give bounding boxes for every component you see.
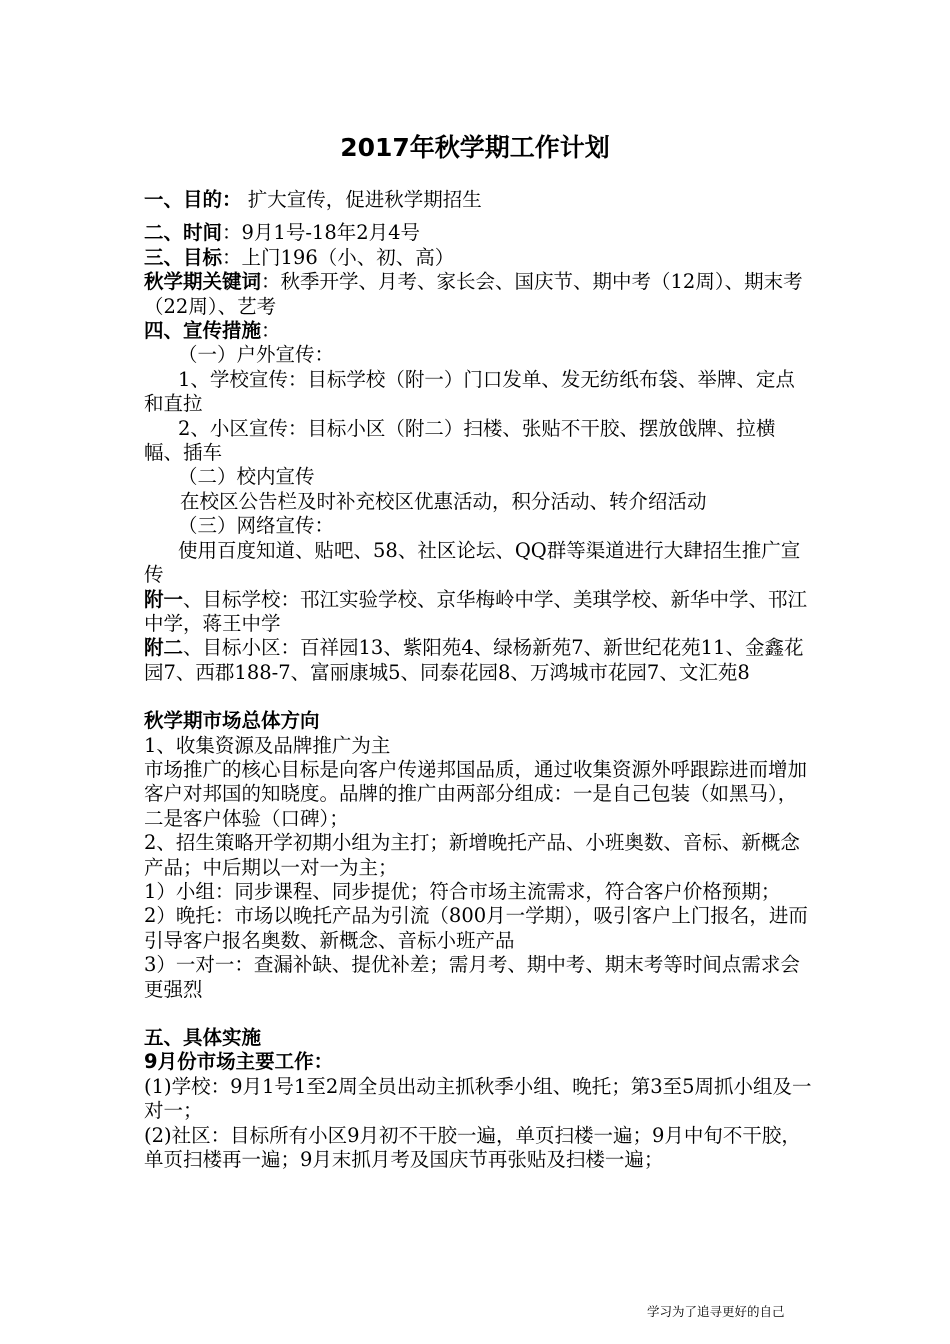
appendix-two-text: 、目标小区：百祥园13、紫阳苑4、绿杨新苑7、新世纪花苑11、金鑫花园7、西郡188-7、富丽康城5、同泰花园8、万鸿城市花园7、文汇苑8 — [144, 636, 804, 684]
appendix-one-label: 附一 — [144, 587, 184, 611]
campus-heading: （二）校内宣传 — [178, 465, 315, 489]
time-text: ：9月1号-18年2月4号 — [222, 221, 421, 245]
outdoor-item-community: 2、小区宣传：目标小区（附二）扫楼、张贴不干胶、摆放戗牌、拉横幅、插车 — [144, 416, 776, 465]
outdoor-item-school: 1、学校宣传：目标学校（附一）门口发单、发无纺纸布袋、举牌、定点和直拉 — [144, 367, 795, 416]
appendix-two — [144, 636, 812, 685]
appendix-two-label: 附二 — [144, 636, 184, 660]
spacer — [144, 685, 812, 709]
direction-group-class: 1）小组：同步课程、同步提优；符合市场主流需求，符合客户价格预期； — [144, 879, 781, 903]
implementation-heading: 五、具体实施 — [144, 1026, 262, 1049]
page-footer: 学习为了追寻更好的自己 — [647, 1304, 785, 1319]
goal-text: 扩大宣传，促进秋学期招生 — [247, 188, 482, 211]
implementation-school: (1)学校：9月1号1至2周全员出动主抓秋季小组、晚托；第3至5周抓小组及一对一； — [144, 1074, 812, 1123]
implementation-subheading: 9月份市场主要工作： — [144, 1050, 334, 1074]
direction-evening-care: 2）晚托：市场以晚托产品为引流（800月一学期），吸引客户上门报名，进而引导客户报名奥数、新概念、音标小班产品 — [144, 904, 808, 952]
appendix-one-text: 、目标学校：邗江实验学校、京华梅岭中学、美琪学校、新华中学、邗江中学，蒋王中学 — [144, 587, 808, 635]
network-text: 使用百度知道、贴吧、58、社区论坛、QQ群等渠道进行大肆招生推广宣传 — [144, 538, 801, 587]
direction-one-on-one: 3）一对一：查漏补缺、提优补差；需月考、期中考、期末考等时间点需求会更强烈 — [144, 953, 800, 1001]
target-line — [144, 246, 812, 270]
goal-label: 一、目的： — [144, 188, 242, 211]
target-text: ：上门196（小、初、高） — [222, 245, 455, 269]
outdoor-heading: （一）户外宣传： — [178, 343, 335, 367]
direction-point-2: 2、招生策略开学初期小组为主打；新增晚托产品、小班奥数、音标、新概念产品；中后期以一对一为主； — [144, 831, 800, 879]
target-label: 三、目标 — [144, 245, 223, 269]
goal-line — [144, 188, 812, 212]
measures-label: 四、宣传措施 — [144, 319, 262, 343]
direction-point-1: 1、收集资源及品牌推广为主 — [144, 733, 391, 757]
keywords-line — [144, 270, 812, 319]
keywords-text: ：秋季开学、月考、家长会、国庆节、期中考（12周）、期末考（22周）、艺考 — [144, 270, 803, 318]
network-heading: （三）网络宣传： — [178, 514, 335, 538]
measures-line — [144, 319, 812, 343]
direction-heading: 秋学期市场总体方向 — [144, 709, 320, 733]
measures-text: ： — [261, 319, 281, 343]
document-body — [144, 188, 812, 1172]
appendix-one — [144, 588, 812, 637]
campus-text: 在校区公告栏及时补充校区优惠活动，积分活动、转介绍活动 — [180, 489, 707, 513]
time-label: 二、时间 — [144, 221, 223, 245]
direction-paragraph: 市场推广的核心目标是向客户传递邦国品质，通过收集资源外呼跟踪进而增加客户对邦国的知晓度。品牌的推广由两部分组成：一是自己包装（如黑马），二是客户体验（口碑）； — [144, 757, 808, 830]
time-line — [144, 221, 812, 245]
spacer — [144, 1002, 812, 1026]
spacer — [144, 212, 812, 221]
implementation-community: (2)社区：目标所有小区9月初不干胶一遍，单页扫楼一遍；9月中旬不干胶，单页扫楼再一遍；9月末抓月考及国庆节再张贴及扫楼一遍； — [144, 1123, 801, 1172]
keywords-label: 秋学期关键词 — [144, 270, 262, 294]
page-title: 2017年秋学期工作计划 — [340, 133, 610, 162]
